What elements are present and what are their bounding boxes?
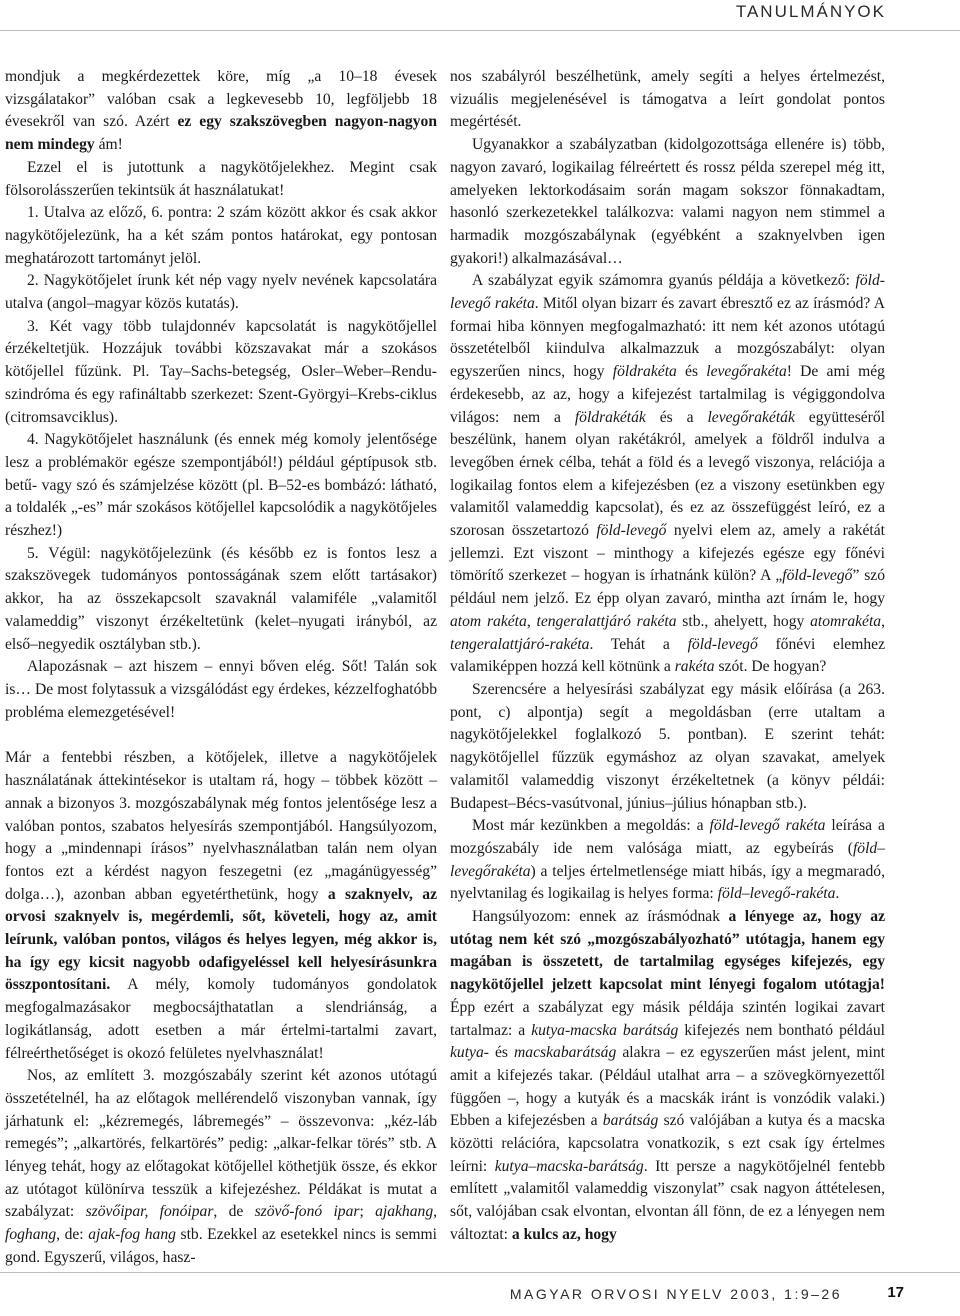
text-run: 3. Két vagy több tulajdonnév kapcsolatát is nagykötőjellel érzékeltetjük. Hozzájuk további közszavakat már a szokásos kötőjellel fűzünk. Pl. Tay–Sachs-betegség, Osler–Weber–Rendu-szindróma és egy rafináltabb szerkezet: Szent-Györgyi–Krebs-ciklus (citromsavciklus). (5, 317, 437, 426)
italic-text: szövő-fonó ipar (254, 1203, 360, 1221)
left-column (5, 66, 437, 1270)
text-run: és (676, 363, 707, 381)
text-run: Már a fentebbi részben, a kötőjelek, illetve a nagykötőjelek használatának áttekintésekor is utaltam rá, hogy – többek között – annak a bizonyos 3. mozgószabálynak még fontos jelentősége lesz a valóban pontos, szabatos helyesírás szempontjából. Hangsúlyozom, hogy a „mindennapi írásos” nyelvhasználatban talán nem olyan fontos ezt a kérdést nagyon feszegetni (ez „magánügyesség” dolga…), azonban abban egyetérthetünk, hogy (5, 749, 437, 903)
page-number: 17 (887, 1284, 904, 1301)
italic-text: szövőipar, fonóipar (85, 1203, 214, 1221)
footer-rule (0, 1272, 960, 1273)
italic-text: föld-levegő rakéta (450, 272, 885, 313)
text-run: Épp ezért a szabályzat egy másik példája szintén logikai zavart tartalmaz: a (450, 998, 885, 1039)
italic-text: atom rakéta (450, 612, 527, 630)
paragraph (5, 543, 437, 657)
italic-text: föld-levegő (596, 522, 667, 540)
text-run: 2. Nagykötőjelet írunk két nép vagy nyelv nevének kapcsolatára utalva (angol–magyar közös kutatás). (5, 272, 437, 313)
bold-text: a szaknyelv, az orvosi szaknyelv is, megérdemli, sőt, követeli, hogy az, amit leírunk, valóban pontos, világos és helyes legyen, még akkor is, ha így egy kicsit nagyobb odafigyeléssel kell helyesírásunkra összpontosítani. (5, 885, 437, 994)
text-run: stb. Ezekkel az esetekkel nincs is semmi gond. Egyszerű, világos, hasz- (5, 1226, 437, 1266)
italic-text: tengeralattjáró-rakéta (450, 635, 590, 653)
text-run: Ezzel el is jutottunk a nagykötőjelekhez. Megint csak fölsorolásszerűen tekintsük át használatukat! (5, 158, 437, 199)
paragraph (450, 679, 885, 815)
text-run: A mély, komoly tudományos gondolatok megfogalmazásakor megbocsájthatatlan a slendriánság, a logikátlanság, adott esetben a már értelmi-tartalmi zavart, félreérthetőséget is okozó felületes nyelvhasználat! (5, 976, 437, 1062)
text-run: ; (359, 1203, 376, 1221)
paragraph (450, 66, 885, 134)
text-run: . (835, 885, 840, 903)
text-run: ) a teljes értelmetlensége miatt hibás, így a megmaradó, nyelvtanilag és logikailag is helyes forma: (450, 862, 885, 903)
text-run: stb., ahelyett, hogy (676, 612, 811, 630)
italic-text: levegőrakéták (707, 408, 795, 426)
text-run: alakra – ez egyszerűen mást jelent, mint amit a kifejezés takar. (Például utalhat arra – a szövegkörnyezettől függően –, hogy a kutyák és a macskák iránt is vonzódik valaki.) Ebben a kifejezésben a (450, 1044, 885, 1130)
italic-text: földrakéta (612, 363, 677, 381)
italic-text: ajak-fog hang (88, 1226, 176, 1244)
italic-text: rakéta (674, 658, 715, 676)
text-run: Nos, az említett 3. mozgószabály szerint két azonos utótagú összetételnél, ha az előtagok mellérendelő viszonyban vannak, így járhatunk el: „kézremegés, lábremegés” – összevonva: „kéz-láb remegés”; „alkartörés, felkartörés” pedig: „alkar-felkar törés” stb. A lényeg tehát, hogy az előtagokat kötőjellel köthetjük össze, és ekkor az utótagot különírva tesszük a kifejezéshez. Példákat is mutat a szabályzat: (5, 1067, 437, 1221)
paragraph (5, 747, 437, 1065)
bold-text: a kulcs az, hogy (511, 1225, 617, 1243)
italic-text: kutya-macska barátság (531, 1021, 679, 1039)
text-run: A szabályzat egyik számomra gyanús példája a következő: (472, 272, 856, 290)
text-run: és a (645, 408, 708, 426)
italic-text: ajakhang, foghang (5, 1203, 438, 1244)
italic-text: kutya- (450, 1044, 489, 1062)
italic-text: föld–levegő-rakéta (717, 885, 836, 903)
italic-text: barátság (602, 1112, 659, 1130)
bold-text: ez egy szakszövegben nagyon-nagyon nem mindegy (5, 113, 438, 154)
paragraph (5, 656, 437, 724)
page-footer (0, 1272, 960, 1316)
text-run: ám! (94, 136, 123, 154)
italic-text: atomrakéta (810, 612, 882, 630)
bold-text: a lényege az, hogy az utótag nem két szó „mozgószabályozható” utótagja, hanem egy magában is összetett, de tartalmilag egységes kifejezés, egy nagykötőjellel jelzett kapcsolat mint lényegi fogalom utótagja! (450, 908, 886, 994)
text-run: Ugyanakkor a szabályzatban (kidolgozottsága ellenére is) több, nagyon zavaró, logikailag félreértett és rossz példa szerepel még itt, amelyeken lektorkodásaim során magam sokszor fönnakadtam, hasonló szerkezetekkel találkozva: valami nagyon nem stimmel a harmadik mozgószabálynak (egyébként a szaknyelvben igen gyakori!) alkalmazásával… (450, 136, 885, 267)
text-run: , de: (56, 1226, 89, 1244)
italic-text: levegőrakéta (706, 363, 787, 381)
text-run: 1. Utalva az előző, 6. pontra: 2 szám között akkor és csak akkor nagykötőjelezünk, ha a két szám pontos határokat, egy pontosan meghatározott tartományt jelöl. (5, 204, 437, 267)
text-run: . Itt persze a nagykötőjelnél fentebb említett „valamitől valameddig viszonylat” csak nagyon áttételesen, sőt, valójában csak elvontan, elvontan áll fönn, de ez a lényegen nem változtat: (450, 1157, 886, 1243)
text-run: , (881, 612, 885, 630)
paragraph (450, 906, 885, 1247)
paragraph (5, 316, 437, 430)
paragraph (5, 157, 437, 202)
paragraph (5, 202, 437, 270)
italic-text: föld–levegőrakéta (450, 839, 885, 880)
italic-text: kutya–macska-barátság (494, 1157, 644, 1175)
text-run: mondjuk a megkérdezettek köre, míg „a 10–18 évesek vizsgálatakor” valóban csak a legkevesebb 10, legföljebb 18 évesekről van szó. Azért (5, 68, 437, 131)
text-run: és (488, 1044, 515, 1062)
italic-text: föld-levegő (782, 567, 853, 585)
paragraph (450, 270, 885, 679)
text-run: 4. Nagykötőjelet használunk (és ennek még komoly jelentősége lesz a problémakör egésze szempontjából!) például géptípusok stb. betű- vagy szó és számjelzése között (pl. B–52-es bombázó: látható, a toldalék „-es” már szokásos kötőjellel kapcsolódik a nagykötőjeles részhez!) (5, 431, 437, 540)
paragraph (450, 815, 885, 906)
text-run: szót. De hogyan? (714, 658, 827, 676)
text-run: Most már kezünkben a megoldás: a (472, 817, 710, 835)
text-run: . Tehát a (589, 635, 688, 653)
italic-text: tengeralattjáró rakéta (536, 612, 677, 630)
text-run: főnévi elemhez valamiképpen hozzá kell kötnünk a (450, 635, 885, 676)
paragraph (5, 1065, 437, 1269)
right-column (450, 66, 885, 1247)
text-run: együtteséről beszélünk, hanem olyan rakétákról, amelyek a földről indulva a levegőben érnek célba, tehát a föld és a levegő viszonya, relációja a logikailag fontos elem a kifejezésben (ez a viszony esetünkben egy valamitől valameddig kapcsolat), és ez az összefüggést leíró, ez a szorosan összetartozó (450, 408, 886, 540)
text-run: ! De ami még érdekesebb, az az, hogy a kifejezést tartalmilag is végiggondolva világos: nem a (450, 363, 885, 426)
italic-text: föld-levegő (687, 635, 758, 653)
text-run: szó valójában a kutya és a macska közötti relációra, kapcsolatra vonatkozik, s ezt csak így értelmes leírni: (450, 1112, 885, 1175)
paragraph (5, 66, 437, 157)
text-run: leírása a mozgószabály ide nem valósága miatt, az egybeírás ( (450, 817, 885, 857)
text-run: nyelvi elem az, amely a rakétát jellemzi. Ezt viszont – minthogy a kifejezés egésze egy főnévi tömörítő szerkezet – hogyan is írhatnánk külön? A „ (450, 522, 885, 585)
text-run: nos szabályról beszélhetünk, amely segíti a helyes értelmezést, vizuális megjelenésével is támogatva a leírt gondolat pontos megértését. (450, 68, 885, 131)
section-label: TANULMÁNYOK (735, 2, 886, 21)
text-run: Szerencsére a helyesírási szabályzat egy másik előírása (a 263. pont, c) alpontja) segít a megoldásban (erre utaltam a nagykötőjelekkel foglalkozó 5. pontban). E szerint tehát: nagykötőjellel fűzzük egymáshoz az olyan szavakat, amelyek valamitől valameddig viszonyt érzékeltetnek (a könyv példái: Budapest–Bécs-vasútvonal, június–július hónapban stb.). (450, 680, 885, 812)
text-run: kifejezés nem bontható például (678, 1021, 885, 1039)
paragraph (5, 429, 437, 543)
text-run: Hangsúlyozom: ennek az írásmódnak (472, 908, 729, 926)
text-run: , (526, 612, 537, 630)
italic-text: földrakéták (574, 408, 646, 426)
italic-text: macskabarátság (514, 1044, 617, 1062)
text-run: . Mitől olyan bizarr és zavart ébresztő ez az írásmód? A formai hiba könnyen megfogalmazható: itt nem két azonos utótagú összetételből kiindulva alkalmazzuk a mozgószabályt: olyan egyszerűen nincs, hogy (450, 295, 885, 381)
paragraph (5, 270, 437, 315)
italic-text: föld-levegő rakéta (709, 817, 826, 835)
text-run: ” szó például nem jelző. Ez épp olyan zavaró, mintha azt írnám le, hogy (450, 567, 885, 608)
text-run: 5. Végül: nagykötőjelezünk (és később ez is fontos lesz a szakszövegek tudományos pontosságának szem előtt tartásakor) akkor, ha az összekapcsolt szavaknál valamiféle „valamitől valameddig” viszonyt érzékeltetünk (kelet–nyugati irányból, az első–negyedik osztályban stb.). (5, 544, 437, 653)
journal-citation: MAGYAR ORVOSI NYELV 2003, 1:9–26 (509, 1286, 842, 1302)
text-run: , de (213, 1203, 255, 1221)
text-run: Alapozásnak – azt hiszem – ennyi bőven elég. Sőt! Talán sok is… De most folytassuk a vizsgálódást egy érdekes, kézzelfoghatóbb probléma elemezgetésével! (5, 658, 437, 721)
paragraph (450, 134, 885, 270)
header-rule (0, 30, 960, 31)
